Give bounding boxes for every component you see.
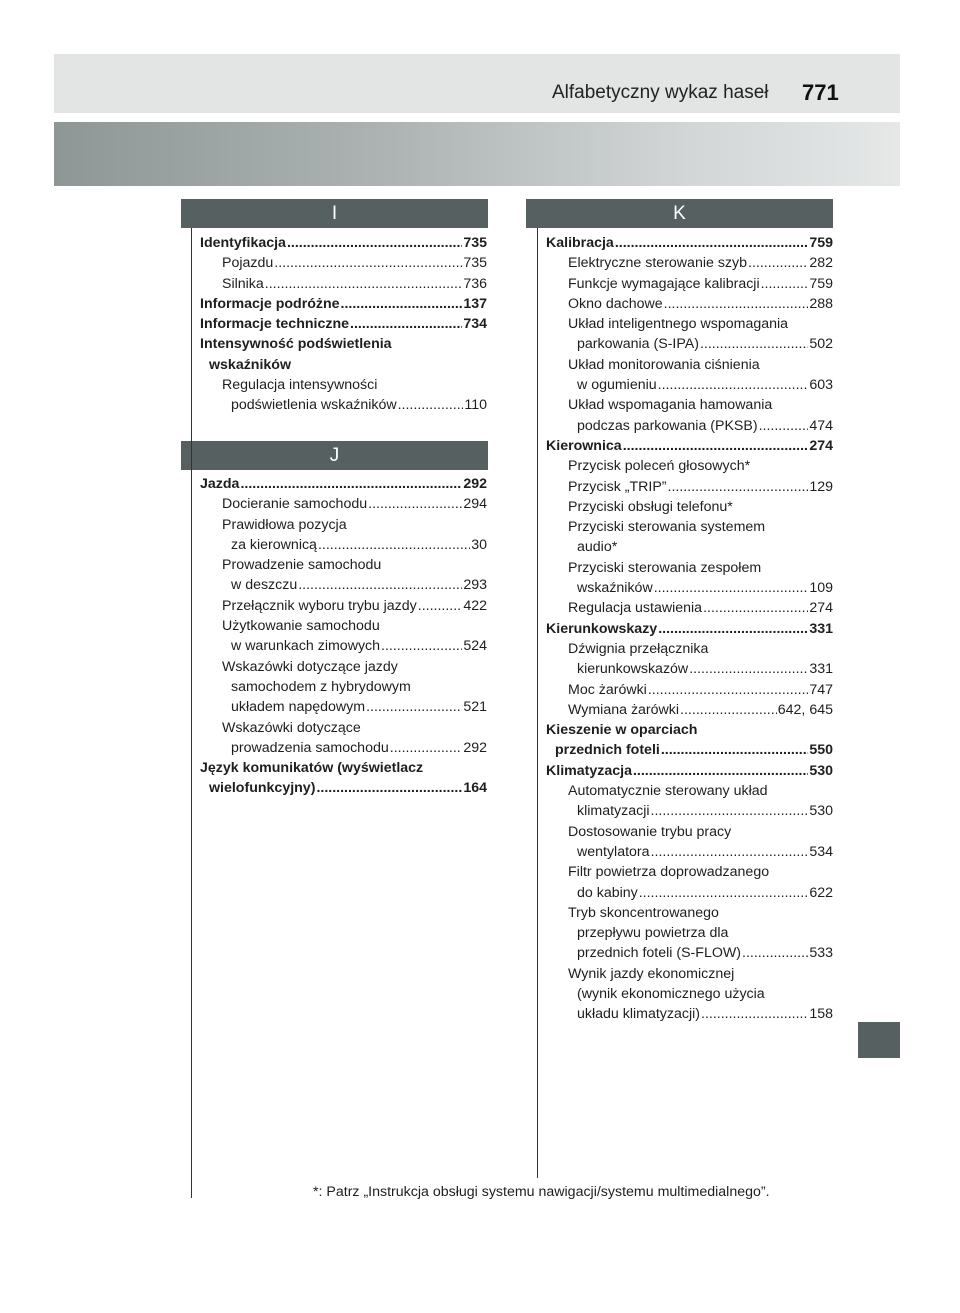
- entry-text: Przyciski obsługi telefonu*: [568, 498, 733, 515]
- entry-page-number: 331: [809, 620, 833, 637]
- index-entry: [200, 274, 487, 294]
- entry-page-number: 129: [809, 478, 833, 495]
- index-entry: [200, 314, 487, 334]
- entry-page-number: 164: [463, 780, 487, 797]
- index-entry: [200, 474, 487, 494]
- entry-text: Elektryczne sterowanie szyb: [568, 255, 747, 272]
- index-entry: [546, 456, 833, 476]
- dot-leader: [623, 436, 809, 456]
- entry-page-number: 292: [463, 739, 487, 756]
- entry-text: Dźwignia przełącznika: [568, 640, 709, 657]
- entry-text: Przyciski sterowania systemem: [568, 519, 766, 536]
- entry-text: za kierownicą: [231, 536, 317, 553]
- entry-text: Wymiana żarówki: [568, 701, 680, 718]
- index-entry: [200, 555, 487, 575]
- index-entry: [546, 477, 833, 497]
- entry-text: Pojazdu: [222, 255, 274, 272]
- entry-text: Automatycznie sterowany układ: [568, 783, 768, 800]
- entry-text: kierunkowskazów: [577, 661, 689, 678]
- entry-text: Wynik jazdy ekonomicznej: [568, 965, 735, 982]
- index-entry: [546, 740, 833, 760]
- entry-text: podczas parkowania (PKSB): [577, 417, 758, 434]
- entry-page-number: 530: [809, 762, 833, 779]
- header-bar: [54, 54, 900, 113]
- index-entry: [200, 375, 487, 395]
- index-entry: [546, 700, 833, 720]
- entry-text: Jazda: [200, 476, 240, 492]
- dot-leader: [341, 294, 463, 314]
- section-header-k: K: [526, 199, 833, 228]
- entry-text: Przycisk poleceń głosowych*: [568, 458, 751, 475]
- entry-text: w ogumieniu: [577, 377, 657, 394]
- entry-page-number: 642, 645: [777, 701, 833, 718]
- index-list-i: [200, 233, 487, 416]
- entry-page-number: 293: [463, 577, 487, 594]
- dot-leader: [366, 697, 462, 717]
- dot-leader: [240, 474, 462, 494]
- dot-leader: [654, 578, 809, 598]
- index-entry: [546, 395, 833, 415]
- entry-text: w deszczu: [231, 577, 298, 594]
- entry-text: Przełącznik wyboru trybu jazdy: [222, 597, 417, 614]
- entry-text: podświetlenia wskaźników: [231, 397, 397, 414]
- entry-page-number: 30: [471, 536, 487, 553]
- index-entry: [200, 575, 487, 595]
- dot-leader: [381, 636, 462, 656]
- dot-leader: [318, 535, 470, 555]
- entry-text: Język komunikatów (wyświetlacz: [200, 760, 424, 777]
- index-entry: [200, 778, 487, 798]
- entry-page-number: 502: [809, 336, 833, 353]
- entry-page-number: 735: [463, 235, 487, 251]
- entry-text: układem napędowym: [231, 699, 366, 716]
- index-entry: [200, 718, 487, 738]
- entry-page-number: 137: [463, 295, 487, 312]
- dot-leader: [287, 233, 462, 253]
- dot-leader: [418, 596, 463, 616]
- entry-text: Układ wspomagania hamowania: [568, 397, 773, 414]
- index-entry: [546, 964, 833, 984]
- entry-text: Filtr powietrza doprowadzanego: [568, 864, 770, 881]
- entry-page-number: 734: [463, 316, 487, 333]
- entry-text: Regulacja ustawienia: [568, 600, 703, 617]
- entry-page-number: 109: [809, 580, 833, 597]
- entry-text: Kalibracja: [546, 235, 614, 251]
- entry-text: Przyciski sterowania zespołem: [568, 559, 762, 576]
- entry-text: układu klimatyzacji): [577, 1006, 700, 1023]
- entry-page-number: 530: [809, 803, 833, 820]
- entry-page-number: 331: [809, 661, 833, 678]
- index-entry: [546, 253, 833, 273]
- entry-text: Regulacja intensywności: [222, 377, 378, 394]
- index-entry: [546, 801, 833, 821]
- index-entry: [546, 314, 833, 334]
- entry-text: Układ inteligentnego wspomagania: [568, 316, 789, 333]
- dot-leader: [680, 700, 777, 720]
- entry-page-number: 747: [809, 681, 833, 698]
- index-entry: [546, 781, 833, 801]
- entry-text: do kabiny: [577, 884, 638, 901]
- index-entry: [546, 598, 833, 618]
- entry-text: parkowania (S-IPA): [577, 336, 699, 353]
- entry-text: audio*: [577, 539, 618, 556]
- index-entry: [546, 517, 833, 537]
- index-entry: [200, 738, 487, 758]
- entry-text: Przycisk „TRIP”: [568, 478, 667, 495]
- entry-page-number: 422: [463, 597, 487, 614]
- entry-text: Kierownica: [546, 437, 622, 454]
- index-entry: [546, 720, 833, 740]
- entry-text: Intensywność podświetlenia: [200, 336, 392, 353]
- entry-page-number: 521: [463, 699, 487, 716]
- index-entry: [546, 659, 833, 679]
- index-entry: [200, 677, 487, 697]
- dot-leader: [651, 842, 809, 862]
- dot-leader: [748, 253, 808, 273]
- entry-text: Prawidłowa pozycja: [222, 516, 347, 533]
- entry-text: Informacje techniczne: [200, 316, 350, 333]
- entry-text: wielofunkcyjny): [209, 780, 316, 797]
- index-entry: [546, 639, 833, 659]
- index-entry: [200, 515, 487, 535]
- dot-leader: [759, 416, 809, 436]
- index-entry: [546, 984, 833, 1004]
- index-entry: [546, 537, 833, 557]
- dot-leader: [298, 575, 462, 595]
- entry-text: Silnika: [222, 275, 264, 292]
- dot-leader: [742, 943, 808, 963]
- entry-text: przednich foteli: [555, 742, 660, 759]
- dot-leader: [701, 1004, 808, 1024]
- entry-page-number: 110: [464, 397, 487, 414]
- index-entry: [546, 334, 833, 354]
- dot-leader: [761, 274, 809, 294]
- dot-leader: [615, 233, 809, 253]
- dot-leader: [703, 598, 808, 618]
- entry-text: Kierunkowskazy: [546, 620, 658, 637]
- index-entry: [200, 494, 487, 514]
- dot-leader: [274, 253, 462, 273]
- index-entry: [546, 842, 833, 862]
- column-divider-middle: [537, 228, 538, 1178]
- index-entry: [546, 375, 833, 395]
- entry-text: Użytkowanie samochodu: [222, 618, 380, 635]
- index-entry: [200, 636, 487, 656]
- entry-text: Docieranie samochodu: [222, 496, 368, 513]
- entry-page-number: 759: [809, 275, 833, 292]
- index-entry: [546, 436, 833, 456]
- index-entry: [200, 697, 487, 717]
- footnote: *: Patrz „Instrukcja obsługi systemu nawigacji/systemu multimedialnego”.: [313, 1184, 770, 1200]
- index-entry: [200, 395, 487, 415]
- entry-page-number: 735: [463, 255, 487, 272]
- dot-leader: [390, 738, 463, 758]
- entry-text: wentylatora: [577, 843, 650, 860]
- entry-text: Dostosowanie trybu pracy: [568, 823, 732, 840]
- dot-leader: [639, 883, 809, 903]
- entry-text: Układ monitorowania ciśnienia: [568, 356, 760, 373]
- entry-page-number: 274: [809, 437, 833, 454]
- dot-leader: [658, 619, 808, 639]
- entry-page-number: 534: [809, 843, 833, 860]
- index-entry: [200, 596, 487, 616]
- index-entry: [546, 943, 833, 963]
- dot-leader: [648, 680, 808, 700]
- index-list-k: [546, 233, 833, 1025]
- dot-leader: [668, 477, 809, 497]
- index-entry: [546, 619, 833, 639]
- entry-text: Wskazówki dotyczące: [222, 719, 361, 736]
- section-tab-marker: [858, 1022, 900, 1058]
- dot-leader: [368, 494, 462, 514]
- column-divider-left: [191, 228, 192, 1198]
- page-number: 771: [802, 80, 839, 105]
- entry-text: Prowadzenie samochodu: [222, 557, 382, 574]
- entry-text: Identyfikacja: [200, 235, 286, 251]
- section-header-j: J: [181, 441, 488, 470]
- index-entry: [200, 758, 487, 778]
- decorative-band: [54, 122, 900, 186]
- dot-leader: [658, 375, 809, 395]
- entry-page-number: 474: [809, 417, 833, 434]
- index-entry: [546, 862, 833, 882]
- entry-page-number: 622: [809, 884, 833, 901]
- entry-text: przepływu powietrza dla: [577, 925, 729, 942]
- entry-page-number: 533: [809, 945, 833, 962]
- entry-text: Tryb skoncentrowanego: [568, 904, 719, 921]
- entry-page-number: 759: [809, 235, 833, 251]
- entry-page-number: 292: [463, 476, 487, 492]
- index-entry: [200, 355, 487, 375]
- dot-leader: [700, 334, 808, 354]
- index-entry: [546, 680, 833, 700]
- entry-page-number: 288: [809, 295, 833, 312]
- index-entry: [200, 616, 487, 636]
- entry-text: samochodem z hybrydowym: [231, 678, 411, 695]
- index-entry: [200, 253, 487, 273]
- index-entry: [546, 233, 833, 253]
- index-entry: [546, 761, 833, 781]
- index-entry: [546, 923, 833, 943]
- entry-text: Klimatyzacja: [546, 762, 632, 779]
- index-entry: [546, 822, 833, 842]
- dot-leader: [661, 740, 808, 760]
- entry-page-number: 550: [809, 742, 833, 759]
- entry-text: Wskazówki dotyczące jazdy: [222, 658, 398, 675]
- entry-text: Okno dachowe: [568, 295, 663, 312]
- index-entry: [546, 903, 833, 923]
- index-entry: [546, 1004, 833, 1024]
- entry-page-number: 524: [463, 638, 487, 655]
- entry-text: wskaźników: [209, 356, 292, 373]
- entry-text: przednich foteli (S-FLOW): [577, 945, 741, 962]
- entry-text: Moc żarówki: [568, 681, 647, 698]
- index-entry: [200, 233, 487, 253]
- dot-leader: [689, 659, 808, 679]
- entry-text: (wynik ekonomicznego użycia: [577, 985, 765, 1002]
- entry-text: w warunkach zimowych: [231, 638, 381, 655]
- index-entry: [546, 558, 833, 578]
- entry-text: klimatyzacji: [577, 803, 650, 820]
- index-entry: [200, 535, 487, 555]
- entry-page-number: 282: [809, 255, 833, 272]
- index-entry: [200, 657, 487, 677]
- dot-leader: [350, 314, 462, 334]
- dot-leader: [265, 274, 463, 294]
- index-entry: [200, 334, 487, 354]
- entry-text: wskaźników: [577, 580, 653, 597]
- entry-text: Kieszenie w oparciach: [546, 722, 698, 739]
- dot-leader: [633, 761, 808, 781]
- entry-page-number: 158: [809, 1006, 833, 1023]
- entry-page-number: 736: [463, 275, 487, 292]
- index-entry: [546, 294, 833, 314]
- dot-leader: [398, 395, 464, 415]
- index-entry: [546, 355, 833, 375]
- entry-text: Informacje podróżne: [200, 295, 340, 312]
- entry-page-number: 294: [463, 496, 487, 513]
- dot-leader: [664, 294, 809, 314]
- entry-text: Funkcje wymagające kalibracji: [568, 275, 760, 292]
- index-entry: [546, 578, 833, 598]
- entry-page-number: 603: [809, 377, 833, 394]
- index-list-j: [200, 474, 487, 799]
- dot-leader: [316, 778, 462, 798]
- index-entry: [546, 274, 833, 294]
- index-entry: [546, 883, 833, 903]
- dot-leader: [651, 801, 809, 821]
- page-title: Alfabetyczny wykaz haseł: [552, 82, 769, 103]
- index-entry: [546, 497, 833, 517]
- entry-page-number: 274: [809, 600, 833, 617]
- section-header-i: I: [181, 199, 488, 228]
- index-entry: [200, 294, 487, 314]
- entry-text: prowadzenia samochodu: [231, 739, 389, 756]
- index-entry: [546, 416, 833, 436]
